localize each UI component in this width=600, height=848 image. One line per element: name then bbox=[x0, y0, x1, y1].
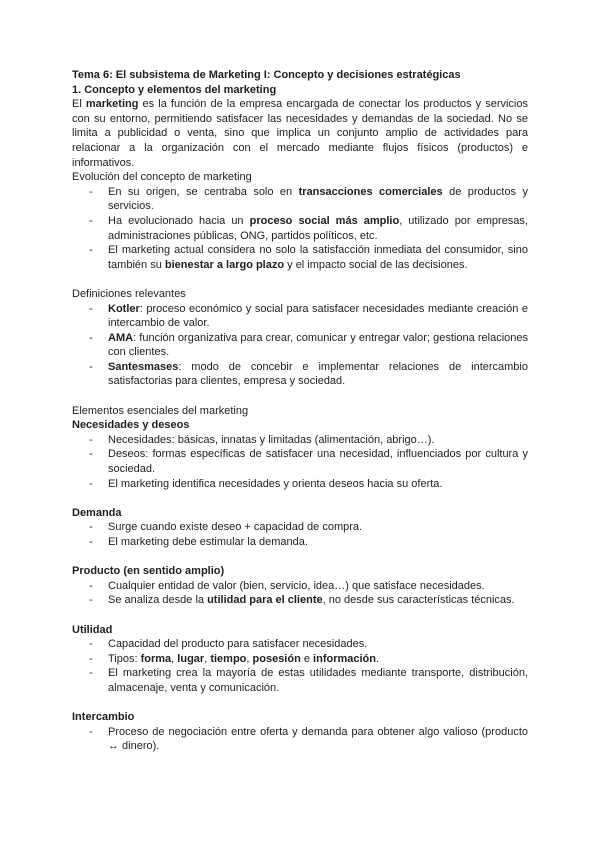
list-item: - Kotler: proceso económico y social para satisfacer necesidades mediante creación e intercambio de valor. bbox=[72, 302, 528, 331]
list-item: - Ha evolucionado hacia un proceso social más amplio, utilizado por empresas, administraciones públicas, ONG, partidos políticos, etc. bbox=[72, 214, 528, 243]
list-item: - Santesmases: modo de concebir e implementar relaciones de intercambio satisfactorias para clientes, empresa y sociedad. bbox=[72, 360, 528, 389]
definiciones-list bbox=[72, 302, 528, 390]
demanda-list bbox=[72, 520, 528, 549]
producto-list bbox=[72, 579, 528, 608]
intercambio-list bbox=[72, 725, 528, 754]
intro-paragraph bbox=[72, 97, 528, 170]
list-item: - AMA: función organizativa para crear, comunicar y entregar valor; gestiona relaciones con clientes. bbox=[72, 331, 528, 360]
intro-text: El bbox=[72, 98, 86, 111]
spacer bbox=[72, 389, 528, 404]
intro-bold-term: marketing bbox=[85, 98, 139, 111]
list-item: - Deseos: formas específicas de satisfacer una necesidad, influenciados por cultura y sociedad. bbox=[72, 447, 528, 476]
list-item: - En su origen, se centraba solo en transacciones comerciales de productos y servicios. bbox=[72, 185, 528, 214]
definiciones-heading: Definiciones relevantes bbox=[72, 287, 186, 300]
intercambio-heading: Intercambio bbox=[72, 711, 135, 724]
spacer bbox=[72, 491, 528, 506]
list-item: - Necesidades: básicas, innatas y limitadas (alimentación, abrigo…). bbox=[72, 433, 528, 448]
list-item: - El marketing debe estimular la demanda. bbox=[72, 535, 528, 550]
demanda-heading: Demanda bbox=[72, 506, 122, 519]
spacer bbox=[72, 550, 528, 565]
spacer bbox=[72, 696, 528, 711]
section-heading: 1. Concepto y elementos del marketing bbox=[72, 83, 277, 96]
list-item: - Tipos: forma, lugar, tiempo, posesión e información. bbox=[72, 652, 528, 667]
list-item: - Proceso de negociación entre oferta y demanda para obtener algo valioso (producto ↔ dinero). bbox=[72, 725, 528, 754]
document-title: Tema 6: El subsistema de Marketing I: Concepto y decisiones estratégicas bbox=[72, 69, 461, 81]
spacer bbox=[72, 608, 528, 623]
producto-heading: Producto (en sentido amplio) bbox=[72, 565, 225, 578]
utilidad-list bbox=[72, 637, 528, 695]
evolucion-list bbox=[72, 185, 528, 273]
intro-text-cont: es la función de la empresa encargada de conectar los productos y servicios con su entorno, permitiendo satisfacer las necesidades y demandas de la sociedad. No se limita a publicidad o venta, sino que implica un conjunto amplio de actividades para relacionar a la organización con el mercado mediante flujos físicos (productos) e informativos. bbox=[72, 98, 528, 169]
utilidad-heading: Utilidad bbox=[72, 623, 113, 636]
evolucion-heading: Evolución del concepto de marketing bbox=[72, 171, 252, 184]
necesidades-list bbox=[72, 433, 528, 491]
list-item: - Se analiza desde la utilidad para el cliente, no desde sus características técnicas. bbox=[72, 593, 528, 608]
list-item: - Surge cuando existe deseo + capacidad de compra. bbox=[72, 520, 528, 535]
necesidades-heading: Necesidades y deseos bbox=[72, 419, 190, 432]
list-item: - El marketing identifica necesidades y orienta deseos hacia su oferta. bbox=[72, 477, 528, 492]
spacer bbox=[72, 272, 528, 287]
list-item: - El marketing actual considera no solo la satisfacción inmediata del consumidor, sino también su bienestar a largo plazo y el impacto social de las decisiones. bbox=[72, 243, 528, 272]
list-item: - Cualquier entidad de valor (bien, servicio, idea…) que satisface necesidades. bbox=[72, 579, 528, 594]
list-item: - El marketing crea la mayoría de estas utilidades mediante transporte, distribución, almacenaje, venta y comunicación. bbox=[72, 666, 528, 695]
elementos-heading: Elementos esenciales del marketing bbox=[72, 404, 249, 417]
list-item: - Capacidad del producto para satisfacer necesidades. bbox=[72, 637, 528, 652]
